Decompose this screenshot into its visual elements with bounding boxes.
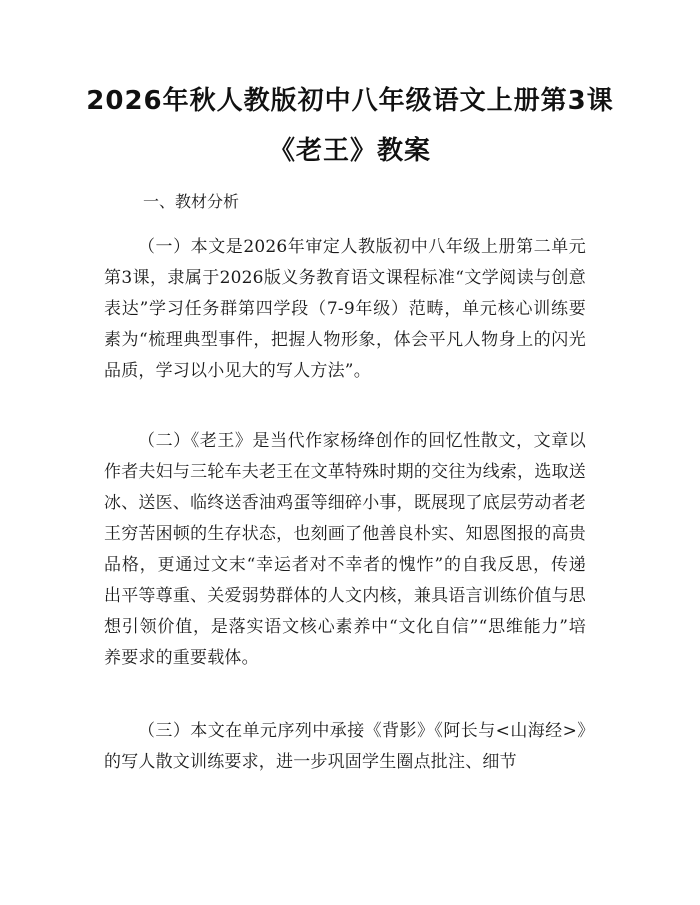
document-title-line-1: 2026年秋人教版初中八年级语文上册第3课	[86, 86, 614, 116]
document-title-line-2: 《老王》教案	[268, 136, 431, 166]
paragraph-1: （一）本文是2026年审定人教版初中八年级上册第二单元第3课，隶属于2026版义务教育语文课程标准“文学阅读与创意表达”学习任务群第四学段（7-9年级）范畴，单元核心训练要素为“梳理典型事件，把握人物形象，体会平凡人物身上的闪光品质，学习以小见大的写人方法”。	[104, 237, 586, 381]
section-heading: 一、教材分析	[143, 192, 240, 211]
paragraph-2: （二）《老王》是当代作家杨绛创作的回忆性散文，文章以作者夫妇与三轮车夫老王在文革特殊时期的交往为线索，选取送冰、送医、临终送香油鸡蛋等细碎小事，既展现了底层劳动者老王穷苦困顿的生存状态，也刻画了他善良朴实、知恩图报的高贵品格，更通过文末“幸运者对不幸者的愧怍”的自我反思，传递出平等尊重、关爱弱势群体的人文内核，兼具语言训练价值与思想引领价值，是落实语文核心素养中“文化自信”“思维能力”培养要求的重要载体。	[104, 431, 586, 668]
paragraph-3: （三）本文在单元序列中承接《背影》《阿长与<山海经>》的写人散文训练要求，进一步巩固学生圈点批注、细节	[104, 721, 586, 772]
